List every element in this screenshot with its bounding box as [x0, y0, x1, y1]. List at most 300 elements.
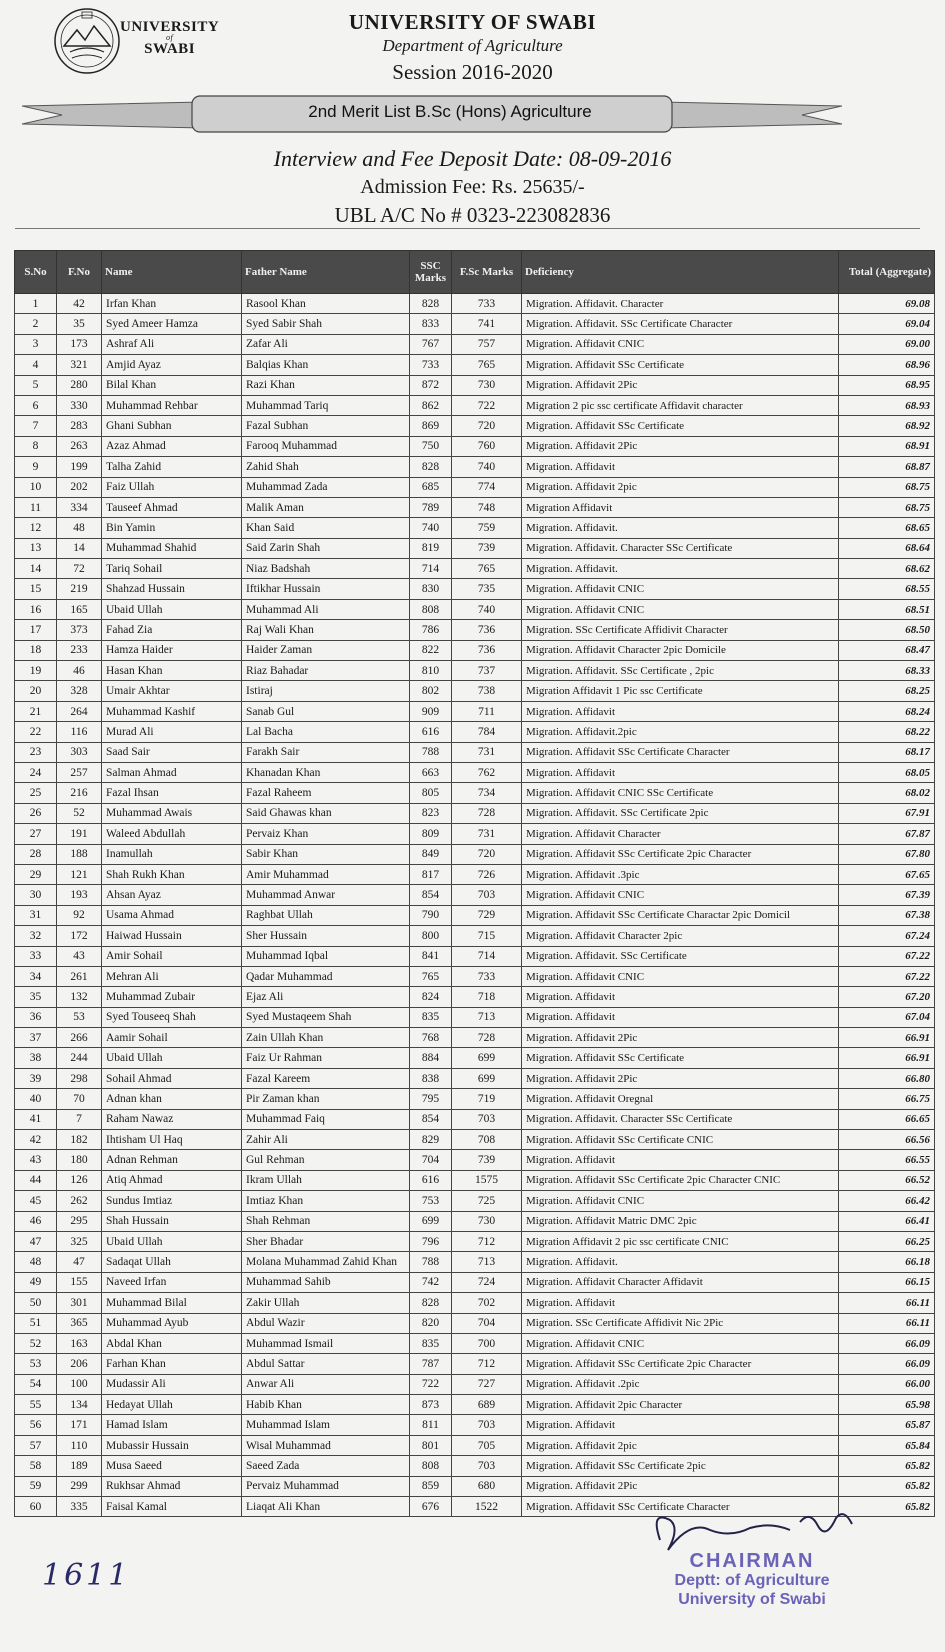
cell-ssc: 790: [410, 905, 452, 925]
cell-ssc: 795: [410, 1089, 452, 1109]
cell-sno: 45: [15, 1191, 57, 1211]
cell-fno: 301: [57, 1293, 102, 1313]
cell-deficiency: Migration. Affidavit Matric DMC 2pic: [522, 1211, 839, 1231]
cell-name: Syed Touseeq Shah: [102, 1007, 242, 1027]
cell-sno: 54: [15, 1374, 57, 1394]
cell-fno: 299: [57, 1476, 102, 1496]
cell-ssc: 733: [410, 355, 452, 375]
cell-deficiency: Migration. Affidavit SSc Certificate: [522, 355, 839, 375]
cell-name: Rukhsar Ahmad: [102, 1476, 242, 1496]
cell-ssc: 788: [410, 742, 452, 762]
cell-total: 68.47: [839, 640, 935, 660]
cell-name: Inamullah: [102, 844, 242, 864]
cell-fno: 303: [57, 742, 102, 762]
cell-sno: 14: [15, 559, 57, 579]
cell-deficiency: Migration. Affidavit: [522, 1007, 839, 1027]
cell-total: 68.65: [839, 518, 935, 538]
cell-fno: 14: [57, 538, 102, 558]
cell-name: Muhammad Zubair: [102, 987, 242, 1007]
cell-total: 66.91: [839, 1028, 935, 1048]
cell-father: Shah Rehman: [242, 1211, 410, 1231]
cell-name: Ahsan Ayaz: [102, 885, 242, 905]
cell-total: 65.98: [839, 1395, 935, 1415]
cell-deficiency: Migration. Affidavit 2Pic: [522, 1476, 839, 1496]
table-row: [15, 518, 935, 538]
cell-father: Muhammad Zada: [242, 477, 410, 497]
cell-fsc: 704: [452, 1313, 522, 1333]
cell-deficiency: Migration. Affidavit: [522, 701, 839, 721]
cell-ssc: 869: [410, 416, 452, 436]
cell-father: Zahid Shah: [242, 457, 410, 477]
cell-fno: 295: [57, 1211, 102, 1231]
cell-total: 65.87: [839, 1415, 935, 1435]
cell-deficiency: Migration. Affidavit SSc Certificate Charactar 2pic Domicil: [522, 905, 839, 925]
cell-total: 66.09: [839, 1333, 935, 1353]
cell-name: Muhammad Rehbar: [102, 395, 242, 415]
cell-ssc: 796: [410, 1231, 452, 1251]
cell-name: Faisal Kamal: [102, 1497, 242, 1517]
cell-fno: 121: [57, 864, 102, 884]
cell-fno: 42: [57, 294, 102, 314]
cell-father: Muhammad Iqbal: [242, 946, 410, 966]
cell-fsc: 740: [452, 457, 522, 477]
cell-deficiency: Migration Affidavit 2 pic ssc certificate CNIC: [522, 1231, 839, 1251]
cell-fno: 244: [57, 1048, 102, 1068]
cell-fsc: 703: [452, 1415, 522, 1435]
cell-fsc: 731: [452, 824, 522, 844]
cell-father: Molana Muhammad Zahid Khan: [242, 1252, 410, 1272]
cell-fno: 189: [57, 1456, 102, 1476]
cell-father: Pervaiz Khan: [242, 824, 410, 844]
table-row: [15, 355, 935, 375]
cell-sno: 33: [15, 946, 57, 966]
cell-fno: 155: [57, 1272, 102, 1292]
cell-father: Malik Aman: [242, 497, 410, 517]
cell-father: Ejaz Ali: [242, 987, 410, 1007]
cell-ssc: 872: [410, 375, 452, 395]
cell-father: Sher Hussain: [242, 926, 410, 946]
cell-father: Razi Khan: [242, 375, 410, 395]
cell-total: 67.22: [839, 966, 935, 986]
cell-fno: 110: [57, 1435, 102, 1455]
table-row: [15, 416, 935, 436]
university-title: UNIVERSITY OF SWABI: [348, 10, 597, 34]
cell-name: Musa Saeed: [102, 1456, 242, 1476]
cell-fsc: 1575: [452, 1170, 522, 1190]
cell-deficiency: Migration. Affidavit 2Pic: [522, 1028, 839, 1048]
table-row: [15, 1191, 935, 1211]
cell-fno: 325: [57, 1231, 102, 1251]
cell-sno: 38: [15, 1048, 57, 1068]
cell-fsc: 736: [452, 640, 522, 660]
cell-ssc: 884: [410, 1048, 452, 1068]
cell-fsc: 719: [452, 1089, 522, 1109]
cell-sno: 55: [15, 1395, 57, 1415]
cell-ssc: 704: [410, 1150, 452, 1170]
cell-name: Haiwad Hussain: [102, 926, 242, 946]
cell-sno: 5: [15, 375, 57, 395]
cell-name: Muhammad Awais: [102, 803, 242, 823]
cell-father: Muhammad Anwar: [242, 885, 410, 905]
cell-father: Muhammad Sahib: [242, 1272, 410, 1292]
cell-fno: 52: [57, 803, 102, 823]
cell-fsc: 720: [452, 844, 522, 864]
cell-fsc: 708: [452, 1130, 522, 1150]
table-row: [15, 1089, 935, 1109]
table-row: [15, 1354, 935, 1374]
cell-deficiency: Migration. Affidavit 2Pic: [522, 375, 839, 395]
cell-fno: 264: [57, 701, 102, 721]
cell-sno: 59: [15, 1476, 57, 1496]
cell-fno: 92: [57, 905, 102, 925]
cell-fno: 180: [57, 1150, 102, 1170]
cell-name: Hasan Khan: [102, 661, 242, 681]
cell-sno: 39: [15, 1068, 57, 1088]
cell-total: 68.33: [839, 661, 935, 681]
cell-ssc: 787: [410, 1354, 452, 1374]
cell-fsc: 735: [452, 579, 522, 599]
cell-father: Pir Zaman khan: [242, 1089, 410, 1109]
cell-sno: 7: [15, 416, 57, 436]
cell-father: Syed Sabir Shah: [242, 314, 410, 334]
cell-father: Muhammad Islam: [242, 1415, 410, 1435]
cell-fsc: 702: [452, 1293, 522, 1313]
cell-deficiency: Migration. Affidavit 2pic: [522, 1435, 839, 1455]
cell-total: 68.22: [839, 722, 935, 742]
cell-name: Sohail Ahmad: [102, 1068, 242, 1088]
handwritten-number: 1611: [42, 1558, 131, 1593]
cell-name: Muhammad Kashif: [102, 701, 242, 721]
cell-fno: 72: [57, 559, 102, 579]
cell-total: 67.80: [839, 844, 935, 864]
table-row: [15, 1109, 935, 1129]
cell-deficiency: Migration. Affidavit.2pic: [522, 722, 839, 742]
stamp-department: Deptt: of Agriculture: [674, 1572, 830, 1589]
cell-total: 68.92: [839, 416, 935, 436]
cell-sno: 10: [15, 477, 57, 497]
logo-line2: of: [165, 33, 174, 42]
bank-account: UBL A/C No # 0323-223082836: [334, 203, 611, 227]
cell-deficiency: Migration. Affidavit SSc Certificate 2pic Character: [522, 1354, 839, 1374]
cell-ssc: 663: [410, 762, 452, 782]
cell-total: 67.22: [839, 946, 935, 966]
cell-sno: 51: [15, 1313, 57, 1333]
cell-fsc: 730: [452, 1211, 522, 1231]
cell-deficiency: Migration. Affidavit .3pic: [522, 864, 839, 884]
cell-sno: 35: [15, 987, 57, 1007]
cell-father: Abdul Wazir: [242, 1313, 410, 1333]
col-father: Father Name: [242, 251, 410, 294]
cell-sno: 40: [15, 1089, 57, 1109]
cell-fno: 298: [57, 1068, 102, 1088]
cell-name: Muhammad Bilal: [102, 1293, 242, 1313]
table-row: [15, 864, 935, 884]
cell-deficiency: Migration. Affidavit: [522, 987, 839, 1007]
table-row: [15, 436, 935, 456]
table-row: [15, 559, 935, 579]
cell-total: 66.15: [839, 1272, 935, 1292]
cell-father: Zahir Ali: [242, 1130, 410, 1150]
cell-deficiency: Migration. Affidavit. SSc Certificate , 2pic: [522, 661, 839, 681]
cell-fsc: 734: [452, 783, 522, 803]
cell-sno: 60: [15, 1497, 57, 1517]
cell-father: Iftikhar Hussain: [242, 579, 410, 599]
cell-total: 65.84: [839, 1435, 935, 1455]
table-row: [15, 966, 935, 986]
cell-fno: 116: [57, 722, 102, 742]
cell-fno: 330: [57, 395, 102, 415]
cell-father: Haider Zaman: [242, 640, 410, 660]
table-row: [15, 1130, 935, 1150]
table-row: [15, 1293, 935, 1313]
table-row: [15, 640, 935, 660]
cell-total: 68.75: [839, 477, 935, 497]
cell-fno: 365: [57, 1313, 102, 1333]
cell-deficiency: Migration. Affidavit SSc Certificate Character: [522, 742, 839, 762]
cell-deficiency: Migration. SSc Certificate Affidivit Character: [522, 620, 839, 640]
cell-fno: 283: [57, 416, 102, 436]
cell-father: Khan Said: [242, 518, 410, 538]
cell-ssc: 828: [410, 294, 452, 314]
cell-name: Faiz Ullah: [102, 477, 242, 497]
col-total: Total (Aggregate): [839, 251, 935, 294]
cell-fno: 173: [57, 334, 102, 354]
cell-fsc: 741: [452, 314, 522, 334]
cell-total: 65.82: [839, 1497, 935, 1517]
cell-total: 66.09: [839, 1354, 935, 1374]
cell-fsc: 712: [452, 1354, 522, 1374]
cell-ssc: 838: [410, 1068, 452, 1088]
cell-ssc: 742: [410, 1272, 452, 1292]
cell-deficiency: Migration. Affidavit Oregnal: [522, 1089, 839, 1109]
table-row: [15, 783, 935, 803]
cell-total: 67.87: [839, 824, 935, 844]
table-row: [15, 497, 935, 517]
cell-fsc: 730: [452, 375, 522, 395]
cell-fno: 132: [57, 987, 102, 1007]
table-row: [15, 1456, 935, 1476]
table-row: [15, 803, 935, 823]
cell-father: Fazal Raheem: [242, 783, 410, 803]
cell-ssc: 800: [410, 926, 452, 946]
cell-father: Said Zarin Shah: [242, 538, 410, 558]
cell-fno: 261: [57, 966, 102, 986]
cell-father: Amir Muhammad: [242, 864, 410, 884]
cell-deficiency: Migration. Affidavit CNIC: [522, 885, 839, 905]
cell-fsc: 699: [452, 1068, 522, 1088]
cell-name: Bilal Khan: [102, 375, 242, 395]
table-row: [15, 1007, 935, 1027]
cell-fsc: 729: [452, 905, 522, 925]
col-fno: F.No: [57, 251, 102, 294]
cell-sno: 52: [15, 1333, 57, 1353]
cell-father: Pervaiz Muhammad: [242, 1476, 410, 1496]
cell-ssc: 767: [410, 334, 452, 354]
cell-deficiency: Migration. Affidavit. Character SSc Certificate: [522, 1109, 839, 1129]
cell-fsc: 728: [452, 1028, 522, 1048]
cell-name: Atiq Ahmad: [102, 1170, 242, 1190]
cell-sno: 48: [15, 1252, 57, 1272]
cell-name: Ubaid Ullah: [102, 599, 242, 619]
cell-fno: 321: [57, 355, 102, 375]
cell-sno: 36: [15, 1007, 57, 1027]
cell-name: Amir Sohail: [102, 946, 242, 966]
table-row: [15, 987, 935, 1007]
cell-fno: 373: [57, 620, 102, 640]
cell-name: Saad Sair: [102, 742, 242, 762]
cell-fsc: 784: [452, 722, 522, 742]
cell-sno: 20: [15, 681, 57, 701]
cell-name: Shah Hussain: [102, 1211, 242, 1231]
cell-total: 66.75: [839, 1089, 935, 1109]
cell-fsc: 720: [452, 416, 522, 436]
cell-father: Anwar Ali: [242, 1374, 410, 1394]
table-row: [15, 722, 935, 742]
cell-total: 67.91: [839, 803, 935, 823]
cell-ssc: 805: [410, 783, 452, 803]
cell-total: 68.64: [839, 538, 935, 558]
cell-father: Muhammad Ismail: [242, 1333, 410, 1353]
cell-fno: 188: [57, 844, 102, 864]
table-row: [15, 457, 935, 477]
cell-father: Ikram Ullah: [242, 1170, 410, 1190]
cell-deficiency: Migration. Affidavit 2Pic: [522, 1068, 839, 1088]
cell-total: 68.87: [839, 457, 935, 477]
table-row: [15, 334, 935, 354]
cell-sno: 4: [15, 355, 57, 375]
table-row: [15, 824, 935, 844]
cell-sno: 57: [15, 1435, 57, 1455]
cell-ssc: 824: [410, 987, 452, 1007]
cell-ssc: 823: [410, 803, 452, 823]
cell-fno: 48: [57, 518, 102, 538]
cell-deficiency: Migration. Affidavit.: [522, 518, 839, 538]
cell-deficiency: Migration. Affidavit CNIC: [522, 599, 839, 619]
cell-total: 65.82: [839, 1456, 935, 1476]
cell-name: Farhan Khan: [102, 1354, 242, 1374]
cell-fsc: 738: [452, 681, 522, 701]
cell-father: Muhammad Ali: [242, 599, 410, 619]
cell-father: Lal Bacha: [242, 722, 410, 742]
session-title: Session 2016-2020: [392, 60, 553, 84]
cell-father: Sabir Khan: [242, 844, 410, 864]
cell-ssc: 909: [410, 701, 452, 721]
cell-fno: 328: [57, 681, 102, 701]
table-row: [15, 1415, 935, 1435]
cell-deficiency: Migration. Affidavit SSc Certificate: [522, 1048, 839, 1068]
cell-ssc: 819: [410, 538, 452, 558]
cell-sno: 17: [15, 620, 57, 640]
cell-father: Zakir Ullah: [242, 1293, 410, 1313]
cell-sno: 29: [15, 864, 57, 884]
cell-fsc: 727: [452, 1374, 522, 1394]
cell-deficiency: Migration. Affidavit 2pic Character: [522, 1395, 839, 1415]
col-sno: S.No: [15, 251, 57, 294]
cell-sno: 24: [15, 762, 57, 782]
col-fsc: F.Sc Marks: [452, 251, 522, 294]
cell-fsc: 711: [452, 701, 522, 721]
cell-name: Talha Zahid: [102, 457, 242, 477]
cell-deficiency: Migration. Affidavit Character 2pic Domicile: [522, 640, 839, 660]
cell-name: Naveed Irfan: [102, 1272, 242, 1292]
cell-name: Ihtisham Ul Haq: [102, 1130, 242, 1150]
cell-father: Farakh Sair: [242, 742, 410, 762]
cell-deficiency: Migration. Affidavit SSc Certificate CNIC: [522, 1130, 839, 1150]
cell-deficiency: Migration. Affidavit SSc Certificate 2pic Character CNIC: [522, 1170, 839, 1190]
table-row: [15, 1170, 935, 1190]
cell-fno: 199: [57, 457, 102, 477]
cell-fno: 334: [57, 497, 102, 517]
cell-name: Amjid Ayaz: [102, 355, 242, 375]
cell-name: Usama Ahmad: [102, 905, 242, 925]
cell-name: Mubassir Hussain: [102, 1435, 242, 1455]
cell-fno: 100: [57, 1374, 102, 1394]
cell-ssc: 808: [410, 1456, 452, 1476]
cell-sno: 53: [15, 1354, 57, 1374]
cell-ssc: 685: [410, 477, 452, 497]
cell-fsc: 705: [452, 1435, 522, 1455]
cell-total: 67.65: [839, 864, 935, 884]
table-row: [15, 1333, 935, 1353]
table-row: [15, 1435, 935, 1455]
cell-total: 68.17: [839, 742, 935, 762]
cell-total: 66.00: [839, 1374, 935, 1394]
cell-ssc: 801: [410, 1435, 452, 1455]
logo-line1: UNIVERSITY: [120, 19, 220, 35]
cell-ssc: 786: [410, 620, 452, 640]
cell-father: Istiraj: [242, 681, 410, 701]
cell-ssc: 829: [410, 1130, 452, 1150]
cell-deficiency: Migration. Affidavit CNIC: [522, 334, 839, 354]
cell-fsc: 703: [452, 885, 522, 905]
cell-fno: 163: [57, 1333, 102, 1353]
cell-total: 69.00: [839, 334, 935, 354]
cell-fsc: 736: [452, 620, 522, 640]
cell-ssc: 828: [410, 457, 452, 477]
cell-deficiency: Migration. Affidavit: [522, 1150, 839, 1170]
cell-deficiency: Migration. Affidavit CNIC: [522, 1191, 839, 1211]
cell-total: 68.93: [839, 395, 935, 415]
cell-deficiency: Migration. Affidavit. SSc Certificate: [522, 946, 839, 966]
cell-sno: 41: [15, 1109, 57, 1129]
cell-ssc: 833: [410, 314, 452, 334]
cell-total: 68.05: [839, 762, 935, 782]
cell-ssc: 822: [410, 640, 452, 660]
table-row: [15, 395, 935, 415]
cell-fsc: 703: [452, 1456, 522, 1476]
cell-deficiency: Migration. SSc Certificate Affidivit Nic 2Pic: [522, 1313, 839, 1333]
cell-deficiency: Migration. Affidavit CNIC: [522, 579, 839, 599]
cell-fsc: 762: [452, 762, 522, 782]
cell-total: 66.11: [839, 1293, 935, 1313]
cell-deficiency: Migration. Affidavit CNIC SSc Certificate: [522, 783, 839, 803]
cell-father: Habib Khan: [242, 1395, 410, 1415]
cell-total: 68.51: [839, 599, 935, 619]
cell-name: Raham Nawaz: [102, 1109, 242, 1129]
cell-fno: 335: [57, 1497, 102, 1517]
cell-total: 65.82: [839, 1476, 935, 1496]
cell-sno: 13: [15, 538, 57, 558]
cell-total: 68.25: [839, 681, 935, 701]
cell-total: 69.08: [839, 294, 935, 314]
cell-father: Qadar Muhammad: [242, 966, 410, 986]
cell-fno: 53: [57, 1007, 102, 1027]
cell-total: 66.52: [839, 1170, 935, 1190]
cell-name: Tauseef Ahmad: [102, 497, 242, 517]
cell-total: 68.95: [839, 375, 935, 395]
cell-name: Adnan khan: [102, 1089, 242, 1109]
cell-fno: 182: [57, 1130, 102, 1150]
